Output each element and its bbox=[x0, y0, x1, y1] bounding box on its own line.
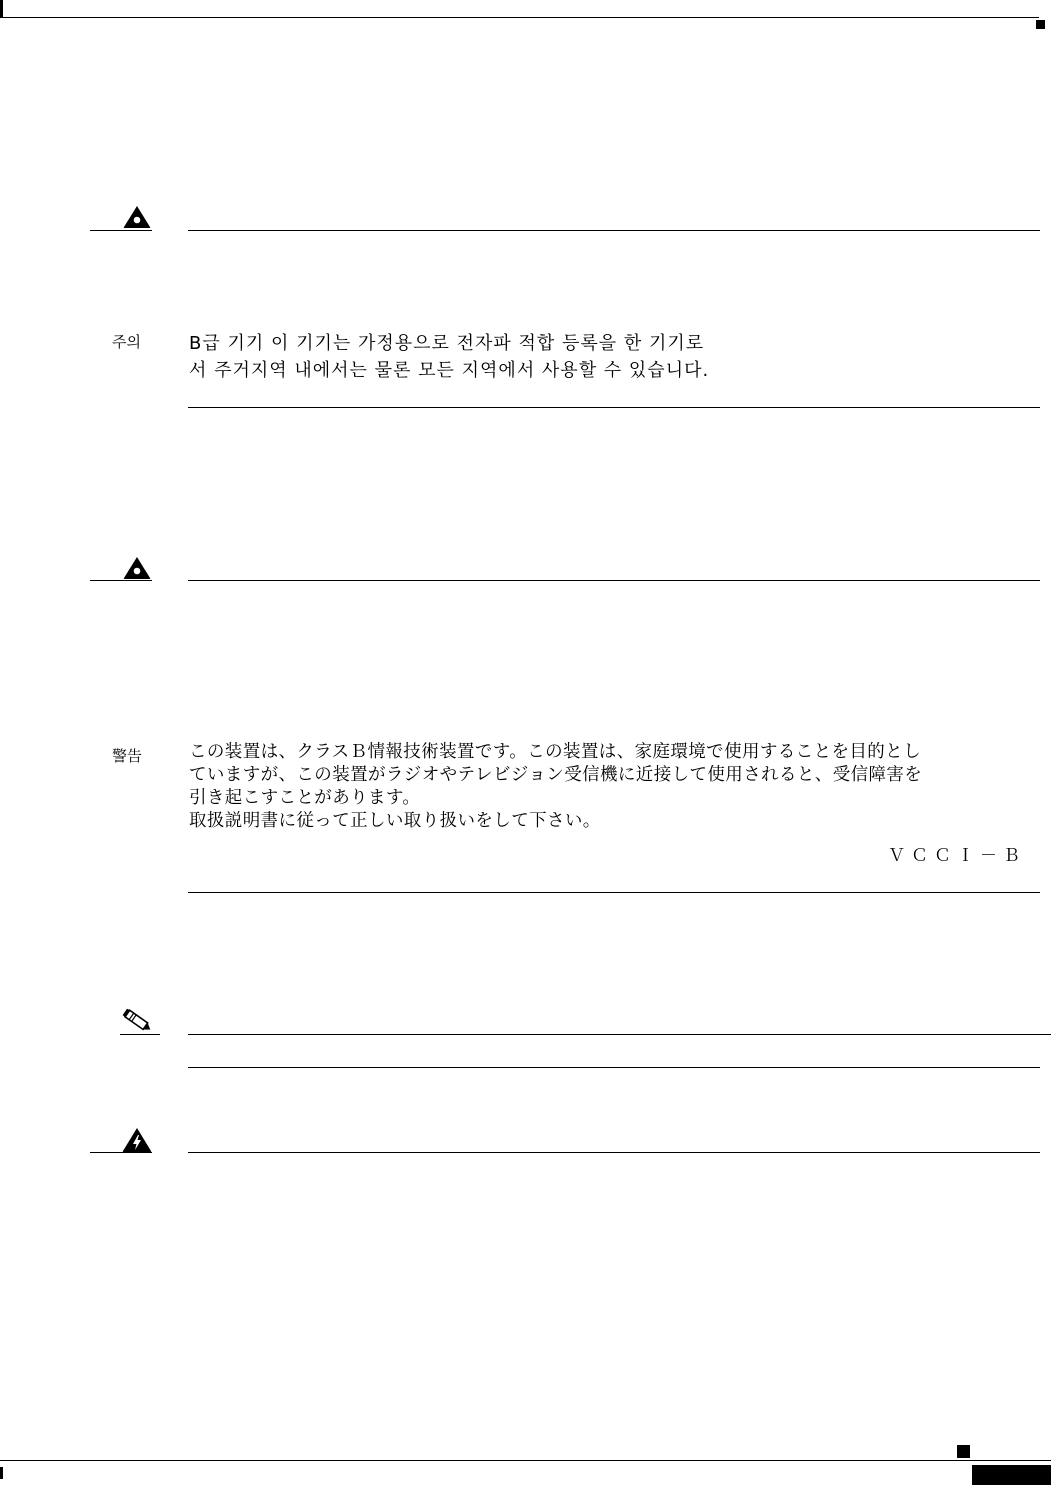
caution-icon-rule bbox=[90, 230, 152, 231]
page-number-tab bbox=[972, 1465, 1051, 1485]
header-rule bbox=[0, 17, 1039, 18]
japanese-notice-text bbox=[189, 741, 922, 833]
notice-top-rule bbox=[188, 580, 1040, 581]
footer-rule bbox=[0, 1460, 1051, 1461]
korean-notice-label: 주의 bbox=[112, 333, 141, 351]
caution-icon bbox=[122, 205, 152, 229]
japanese-notice-line: 取扱説明書に従って正しい取り扱いをして下さい。 bbox=[189, 811, 601, 831]
caution-icon bbox=[122, 556, 152, 580]
japanese-notice-line: この装置は、クラスＢ情報技術装置です。この装置は、家庭環境で使用することを目的とし bbox=[189, 742, 921, 762]
japanese-notice-line: ていますが、この装置がラジオやテレビジョン受信機に近接して使用されると、受信障害を bbox=[189, 765, 923, 785]
caution-icon-rule bbox=[90, 580, 152, 581]
bottom-crop-mark bbox=[0, 1467, 3, 1479]
note-bottom-rule bbox=[188, 1067, 1040, 1068]
korean-notice-line: 서 주거지역 내에서는 물론 모든 지역에서 사용할 수 있습니다. bbox=[189, 360, 710, 381]
warning-icon-rule bbox=[90, 1152, 152, 1153]
header-square-mark bbox=[1036, 20, 1045, 29]
japanese-notice-label: 警告 bbox=[112, 747, 143, 765]
notice-top-rule bbox=[188, 230, 1040, 231]
footer-square-mark bbox=[957, 1445, 970, 1458]
note-top-rule bbox=[188, 1034, 1051, 1035]
warning-top-rule bbox=[188, 1152, 1040, 1153]
warning-lightning-icon bbox=[121, 1127, 153, 1153]
note-pencil-icon bbox=[121, 1009, 155, 1033]
korean-notice-text bbox=[189, 330, 709, 384]
korean-notice-line: B급 기기 이 기기는 가정용으로 전자파 적합 등록을 한 기기로 bbox=[189, 333, 705, 354]
note-icon-rule bbox=[120, 1034, 160, 1035]
notice-bottom-rule bbox=[188, 407, 1040, 408]
top-crop-mark bbox=[0, 0, 3, 17]
notice-bottom-rule bbox=[188, 892, 1040, 893]
vcci-class-mark: ＶＣＣＩ－Ｂ bbox=[888, 846, 1026, 866]
japanese-notice-line: 引き起こすことがあります。 bbox=[189, 788, 421, 808]
